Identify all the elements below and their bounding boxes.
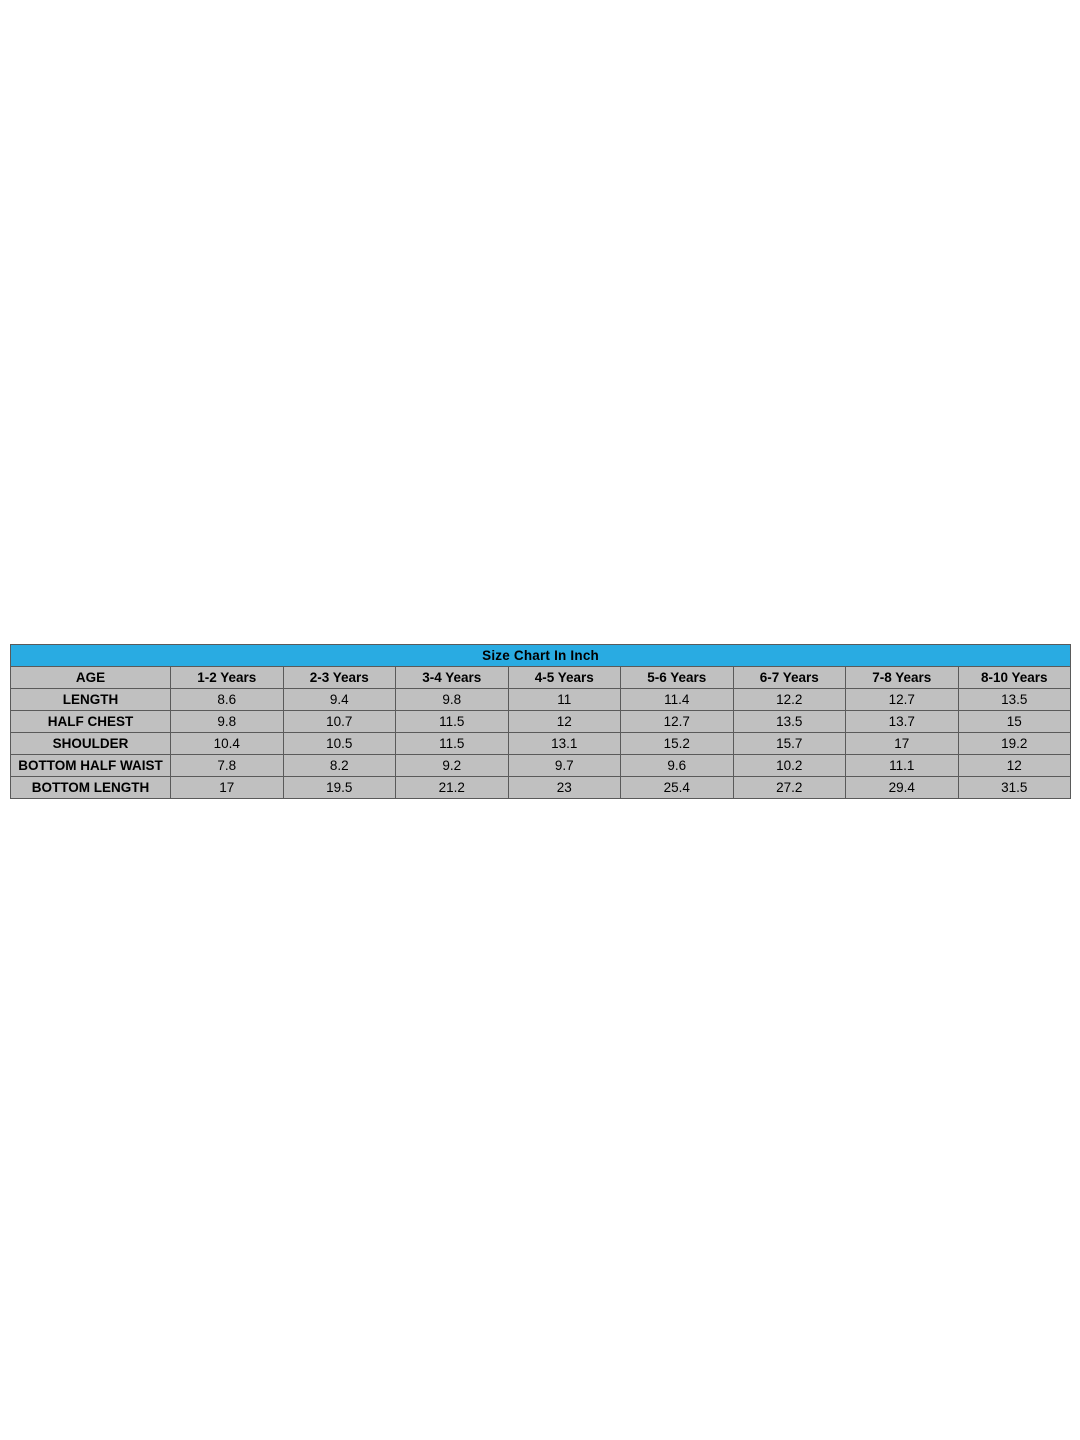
column-header: 6-7 Years (733, 667, 846, 689)
table-row (11, 711, 1071, 733)
column-header: 5-6 Years (621, 667, 734, 689)
table-cell: 13.1 (508, 733, 621, 755)
table-cell: 11.1 (846, 755, 959, 777)
size-chart-container (10, 644, 1070, 799)
row-header: LENGTH (11, 689, 171, 711)
column-header: 7-8 Years (846, 667, 959, 689)
table-cell: 13.7 (846, 711, 959, 733)
table-row (11, 777, 1071, 799)
table-row (11, 755, 1071, 777)
table-cell: 8.6 (171, 689, 284, 711)
table-cell: 15.7 (733, 733, 846, 755)
table-title-row (11, 645, 1071, 667)
column-header-age: AGE (11, 667, 171, 689)
table-cell: 12.7 (621, 711, 734, 733)
table-cell: 19.5 (283, 777, 396, 799)
table-cell: 9.2 (396, 755, 509, 777)
table-cell: 13.5 (733, 711, 846, 733)
table-cell: 10.7 (283, 711, 396, 733)
row-header: SHOULDER (11, 733, 171, 755)
column-header: 1-2 Years (171, 667, 284, 689)
column-header: 8-10 Years (958, 667, 1071, 689)
table-cell: 19.2 (958, 733, 1071, 755)
table-cell: 9.7 (508, 755, 621, 777)
table-cell: 25.4 (621, 777, 734, 799)
table-cell: 17 (846, 733, 959, 755)
table-cell: 29.4 (846, 777, 959, 799)
table-cell: 23 (508, 777, 621, 799)
table-cell: 9.6 (621, 755, 734, 777)
table-cell: 9.4 (283, 689, 396, 711)
table-cell: 9.8 (396, 689, 509, 711)
column-header: 4-5 Years (508, 667, 621, 689)
chart-title: Size Chart In Inch (11, 645, 1071, 667)
table-cell: 11.5 (396, 711, 509, 733)
table-cell: 12 (508, 711, 621, 733)
table-cell: 12 (958, 755, 1071, 777)
table-cell: 27.2 (733, 777, 846, 799)
row-header: BOTTOM LENGTH (11, 777, 171, 799)
size-chart-table (10, 644, 1071, 799)
column-header: 2-3 Years (283, 667, 396, 689)
table-cell: 11 (508, 689, 621, 711)
table-cell: 21.2 (396, 777, 509, 799)
table-cell: 10.2 (733, 755, 846, 777)
table-header-row (11, 667, 1071, 689)
table-cell: 11.4 (621, 689, 734, 711)
table-cell: 15.2 (621, 733, 734, 755)
table-cell: 15 (958, 711, 1071, 733)
table-cell: 12.2 (733, 689, 846, 711)
table-cell: 9.8 (171, 711, 284, 733)
table-row (11, 689, 1071, 711)
row-header: HALF CHEST (11, 711, 171, 733)
table-cell: 8.2 (283, 755, 396, 777)
table-cell: 17 (171, 777, 284, 799)
table-cell: 7.8 (171, 755, 284, 777)
table-cell: 11.5 (396, 733, 509, 755)
table-row (11, 733, 1071, 755)
table-cell: 10.5 (283, 733, 396, 755)
table-cell: 10.4 (171, 733, 284, 755)
table-cell: 12.7 (846, 689, 959, 711)
column-header: 3-4 Years (396, 667, 509, 689)
table-cell: 31.5 (958, 777, 1071, 799)
row-header: BOTTOM HALF WAIST (11, 755, 171, 777)
table-cell: 13.5 (958, 689, 1071, 711)
